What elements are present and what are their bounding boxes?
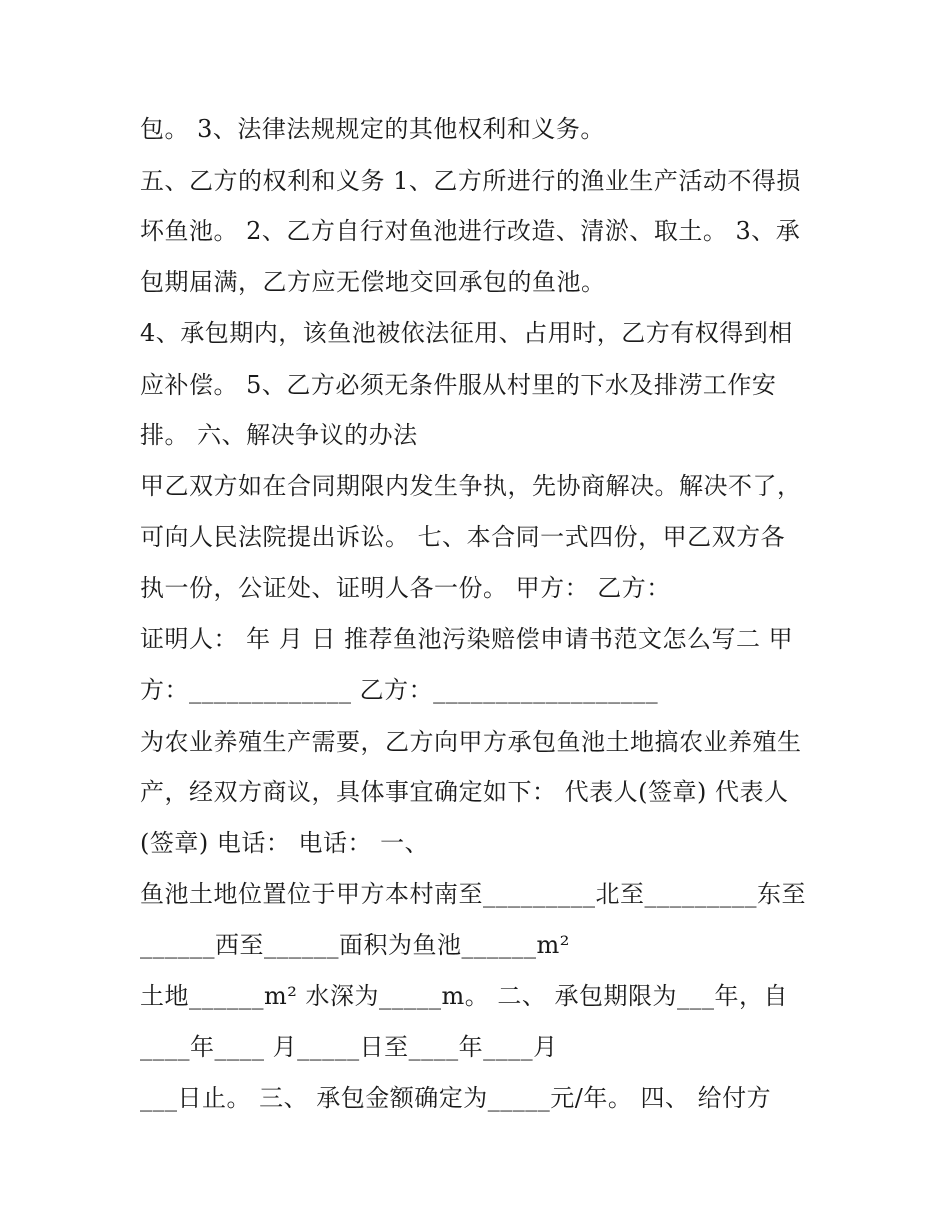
text-line: 应补偿。 5、乙方必须无条件服从村里的下水及排涝工作安	[140, 371, 777, 399]
text-line: 产，经双方商议，具体事宜确定如下： 代表人(签章) 代表人	[140, 778, 789, 806]
text-line: 甲乙双方如在合同期限内发生争执，先协商解决。解决不了，	[140, 472, 802, 500]
text-line: ____年____ 月_____日至____年____月	[140, 1033, 558, 1061]
text-line: (签章) 电话： 电话： 一、	[140, 829, 430, 857]
text-line: 证明人： 年 月 日 推荐鱼池污染赔偿申请书范文怎么写二 甲	[140, 625, 794, 653]
text-line: 包。 3、法律法规规定的其他权利和义务。	[140, 115, 605, 143]
text-line: 土地______m² 水深为_____m。 二、 承包期限为___年，自	[140, 982, 789, 1010]
text-line: 4、承包期内，该鱼池被依法征用、占用时，乙方有权得到相	[140, 319, 793, 347]
text-line: 坏鱼池。 2、乙方自行对鱼池进行改造、清淤、取土。 3、承	[140, 217, 801, 245]
text-line: 包期届满，乙方应无偿地交回承包的鱼池。	[140, 268, 606, 296]
text-line: 五、乙方的权利和义务 1、乙方所进行的渔业生产活动不得损	[140, 167, 801, 195]
text-line: ______西至______面积为鱼池______m²	[140, 931, 570, 959]
text-line: ___日止。 三、 承包金额确定为_____元/年。 四、 给付方	[140, 1084, 772, 1112]
text-line: 可向人民法院提出诉讼。 七、本合同一式四份，甲乙双方各	[140, 523, 786, 551]
text-line: 执一份，公证处、证明人各一份。 甲方： 乙方：	[140, 574, 671, 602]
text-line: 鱼池土地位置位于甲方本村南至_________北至_________东至	[140, 880, 806, 908]
text-line: 排。 六、解决争议的办法	[140, 421, 418, 449]
text-line: 方：_____________ 乙方：__________________	[140, 676, 659, 704]
text-line: 为农业养殖生产需要，乙方向甲方承包鱼池土地搞农业养殖生	[140, 728, 802, 756]
